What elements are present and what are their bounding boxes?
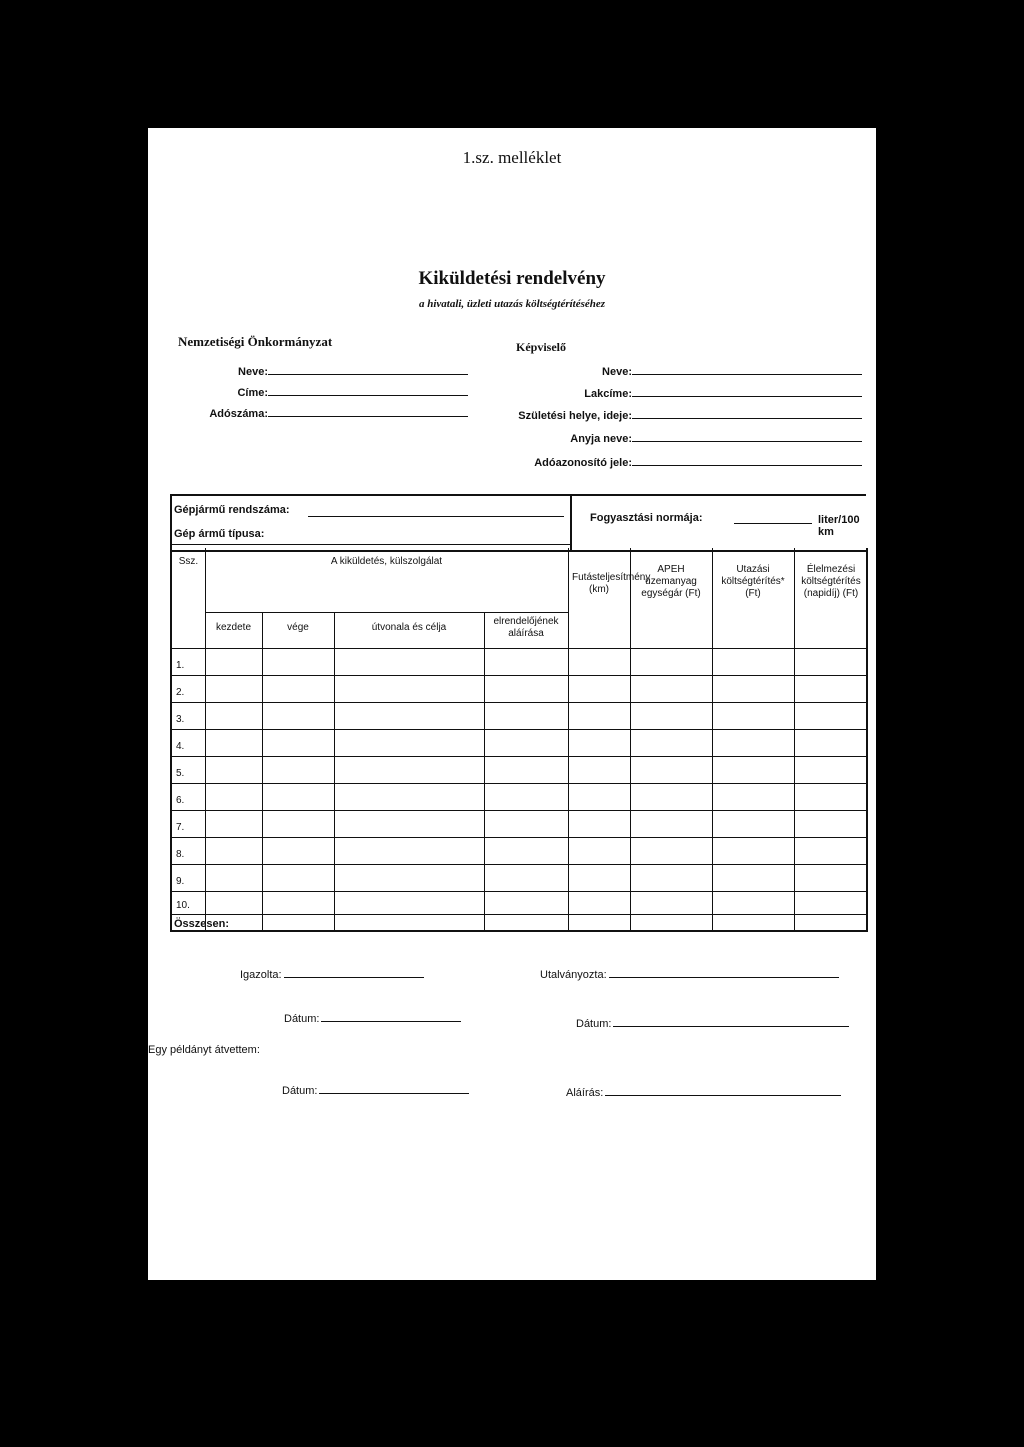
header-start: kezdete (215, 622, 252, 633)
total-line (172, 914, 866, 915)
header-travel-cost: Utazási költségtérítés* (Ft) (721, 564, 785, 599)
form-subtitle: a hivatali, üzleti utazás költségtérítéséhez (418, 298, 606, 310)
left-party-title: Nemzetiségi Önkormányzat (178, 334, 333, 349)
row-line (172, 864, 866, 865)
right-mother-field[interactable] (448, 432, 862, 445)
row-number: 1. (176, 660, 185, 671)
right-taxid-label: Adóazonosító jele: (534, 457, 632, 469)
col-divider (568, 548, 569, 930)
header-km: Futásteljesítmény (km) (572, 572, 651, 595)
row-number: 2. (176, 687, 185, 698)
col-divider (712, 548, 713, 930)
row-line (172, 837, 866, 838)
header-bottom-line (172, 648, 866, 649)
left-address-line[interactable] (268, 386, 468, 396)
row-line (172, 702, 866, 703)
date2-label: Dátum: (576, 1018, 612, 1030)
date1-line[interactable] (321, 1012, 461, 1022)
col-divider (205, 548, 206, 930)
row-line (172, 675, 866, 676)
right-mother-label: Anyja neve: (570, 433, 632, 445)
left-address-label: Címe: (237, 387, 268, 399)
row-number: 3. (176, 714, 185, 725)
signature-line[interactable] (605, 1086, 841, 1096)
header-fuel-price: APEH üzemanyag egységár (Ft) (641, 564, 701, 599)
approved-line[interactable] (609, 968, 839, 978)
row-line (172, 756, 866, 757)
vehicle-divider (570, 496, 572, 550)
verified-field[interactable] (240, 968, 424, 981)
date3-label: Dátum: (282, 1085, 318, 1097)
col-divider (262, 612, 263, 930)
verified-line[interactable] (284, 968, 424, 978)
date2-field[interactable] (576, 1017, 849, 1030)
header-ssz: Ssz. (178, 556, 199, 567)
row-number: 10. (176, 900, 190, 911)
vehicle-block (170, 494, 866, 552)
signature-label: Aláírás: (566, 1087, 604, 1099)
approved-field[interactable] (540, 968, 839, 981)
signature-field[interactable] (566, 1086, 841, 1099)
form-page (148, 128, 876, 1280)
right-name-line[interactable] (632, 365, 862, 375)
right-name-label: Neve: (602, 366, 632, 378)
left-address-field[interactable] (188, 386, 468, 399)
col-divider (794, 548, 795, 930)
vehicle-type-label: Gép ármű típusa: (174, 528, 265, 540)
right-party-title: Képviselő (516, 340, 566, 354)
norm-label: Fogyasztási normája: (590, 512, 703, 524)
date3-line[interactable] (319, 1084, 469, 1094)
right-mother-line[interactable] (632, 432, 862, 442)
row-number: 5. (176, 768, 185, 779)
left-name-label: Neve: (238, 366, 268, 378)
total-label: Összesen: (174, 918, 230, 930)
right-address-field[interactable] (448, 387, 862, 400)
plate-line[interactable] (308, 516, 564, 517)
right-address-line[interactable] (632, 387, 862, 397)
subheader-line (205, 612, 568, 613)
approved-label: Utalványozta: (540, 969, 607, 981)
left-name-field[interactable] (188, 365, 468, 378)
header-signature: elrendelőjének aláírása (493, 616, 559, 639)
row-line (172, 783, 866, 784)
col-divider (484, 612, 485, 930)
trip-table (170, 548, 868, 932)
row-number: 6. (176, 795, 185, 806)
header-end: vége (287, 622, 309, 633)
right-birth-field[interactable] (448, 409, 862, 422)
vehicle-type-line[interactable] (172, 544, 570, 545)
header-meal-cost: Élelmezési költségtérítés (napidíj) (Ft) (801, 564, 861, 599)
row-number: 8. (176, 849, 185, 860)
left-tax-label: Adószáma: (209, 408, 268, 420)
header-trip-group: A kiküldetés, külszolgálat (330, 556, 443, 567)
date1-label: Dátum: (284, 1013, 320, 1025)
header-route: útvonala és célja (371, 622, 447, 633)
col-divider (630, 548, 631, 930)
date3-field[interactable] (282, 1084, 469, 1097)
row-number: 9. (176, 876, 185, 887)
left-tax-line[interactable] (268, 407, 468, 417)
right-taxid-field[interactable] (448, 456, 862, 469)
row-number: 7. (176, 822, 185, 833)
left-name-line[interactable] (268, 365, 468, 375)
row-number: 4. (176, 741, 185, 752)
right-name-field[interactable] (448, 365, 862, 378)
norm-line[interactable] (734, 523, 812, 524)
verified-label: Igazolta: (240, 969, 282, 981)
right-address-label: Lakcíme: (584, 388, 632, 400)
right-birth-label: Születési helye, ideje: (518, 410, 632, 422)
row-line (172, 729, 866, 730)
row-line (172, 891, 866, 892)
col-divider (334, 612, 335, 930)
received-label: Egy példányt átvettem: (148, 1044, 260, 1056)
norm-unit: liter/100 km (818, 514, 860, 538)
date2-line[interactable] (613, 1017, 849, 1027)
left-tax-field[interactable] (188, 407, 468, 420)
right-birth-line[interactable] (632, 409, 862, 419)
annex-label: 1.sz. melléklet (462, 148, 562, 167)
row-line (172, 810, 866, 811)
right-taxid-line[interactable] (632, 456, 862, 466)
date1-field[interactable] (284, 1012, 461, 1025)
plate-label: Gépjármű rendszáma: (174, 504, 290, 516)
form-title: Kiküldetési rendelvény (418, 268, 606, 289)
